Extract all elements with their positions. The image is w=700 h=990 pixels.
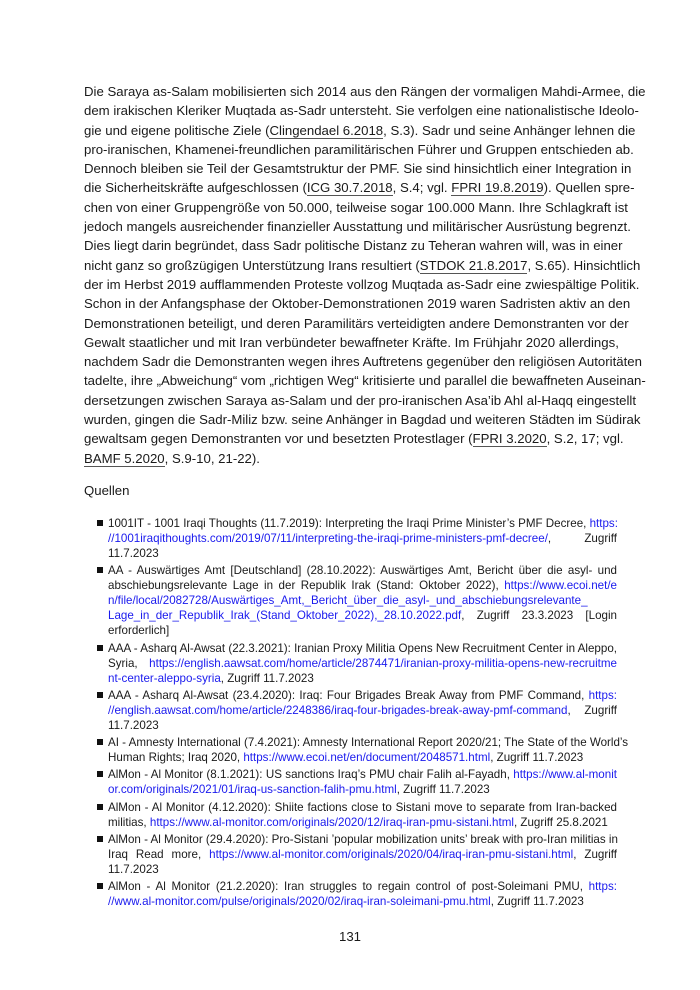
text-segment: , Zugriff 11.7.2023 — [490, 751, 584, 765]
paragraph-line — [84, 275, 640, 294]
text-segment: Schon in der Anfangsphase der Oktober-Demonstrationen 2019 waren Sadristen aktiv an den — [84, 296, 631, 312]
text-segment: 11.7.2023 — [108, 863, 159, 877]
text-segment: , Zugriff — [547, 532, 617, 545]
citation-link[interactable]: FPRI 3.2020 — [472, 431, 547, 447]
text-segment: , Zugriff 23.3.2023 [Login — [461, 609, 617, 623]
reference-line — [108, 608, 617, 623]
url-link[interactable]: https://www.ecoi.net/en/document/2048571.html — [243, 751, 491, 765]
reference-line — [108, 688, 617, 703]
body-paragraph — [84, 82, 646, 468]
bullet-icon — [97, 804, 103, 810]
text-segment: gie und eigene politische Ziele ( — [84, 122, 270, 138]
reference-line — [108, 703, 617, 718]
bullet-icon — [97, 520, 103, 526]
text-segment: , S.2, 17; vgl. — [546, 431, 624, 447]
bullet-icon — [97, 771, 103, 777]
paragraph-line — [84, 198, 628, 217]
text-segment: 1001IT - 1001 Iraqi Thoughts (11.7.2019): Interpreting the Iraqi Prime Minister’s PMF Decree, — [108, 517, 590, 530]
text-segment: Human Rights; Iraq 2020, — [108, 751, 244, 765]
paragraph-line — [84, 429, 624, 448]
text-segment: , Zugriff 11.7.2023 — [396, 783, 490, 797]
reference-line — [108, 847, 617, 862]
url-link[interactable]: Lage_in_der_Republik_Irak_(Stand_Oktober_2022),_28.10.2022.pdf — [108, 609, 462, 623]
text-segment: wurden, gingen die Sadr-Miliz bzw. seine Anhänger in Bagdad und weiteren Städten im Südirak — [84, 412, 641, 428]
bullet-icon — [97, 836, 103, 842]
text-segment: pro-iranischen, Khamenei-freundlichen paramilitärischen Führer und Gruppen entschieden ab. — [84, 141, 634, 157]
text-segment: , Zugriff — [567, 703, 617, 717]
paragraph-line — [84, 101, 639, 120]
reference-item — [97, 563, 617, 638]
url-link[interactable]: //www.al-monitor.com/pulse/originals/2020/02/iraq-iran-soleimani-pmu.html — [108, 895, 491, 909]
text-segment: militias, — [108, 815, 150, 829]
url-link[interactable]: https://www.al-monitor.com/originals/2020/04/iraq-iran-pmu-sistani.html — [209, 848, 574, 862]
citation-link[interactable]: ICG 30.7.2018 — [306, 180, 393, 196]
paragraph-line — [84, 217, 631, 236]
text-segment: AlMon - Al Monitor (29.4.2020): Pro-Sistani ’popular mobilization units’ break with pro-Iran militias in — [108, 833, 618, 847]
text-segment: , Zugriff — [573, 848, 618, 862]
reference-item — [97, 800, 617, 830]
reference-item — [97, 688, 617, 733]
text-segment: , S.4; vgl. — [392, 180, 452, 196]
text-segment: AAA - Asharq Al-Awsat (23.4.2020): Iraq: Four Brigades Break Away from PMF Command, — [108, 688, 589, 702]
paragraph-line — [84, 410, 641, 429]
url-link[interactable]: https: — [589, 517, 618, 530]
paragraph-line — [84, 256, 641, 275]
text-segment: AA - Auswärtiges Amt [Deutschland] (28.10.2022): Auswärtiges Amt, Bericht über die asyl- und — [108, 564, 617, 578]
citation-link[interactable]: FPRI 19.8.2019 — [451, 180, 544, 196]
paragraph-line — [84, 352, 642, 371]
reference-line — [108, 563, 617, 578]
text-segment: 11.7.2023 — [108, 547, 159, 560]
paragraph-line — [84, 449, 617, 468]
reference-line — [108, 894, 617, 909]
paragraph-line — [84, 140, 634, 159]
text-segment: AAA - Asharq Al-Awsat (22.3.2021): Iranian Proxy Militia Opens New Recruitment Center in Aleppo, — [108, 641, 617, 655]
url-link[interactable]: nt-center-aleppo-syria — [108, 671, 221, 685]
reference-line — [108, 782, 617, 797]
reference-line — [108, 546, 617, 561]
reference-line — [108, 578, 617, 593]
paragraph-line — [84, 294, 631, 313]
reference-line — [108, 516, 617, 531]
text-segment: Die Saraya as-Salam mobilisierten sich 2014 aus den Rängen der vormaligen Mahdi-Armee, die — [84, 84, 646, 99]
citation-link[interactable]: BAMF 5.2020 — [84, 450, 165, 466]
url-link[interactable]: or.com/originals/2021/01/iraq-us-sanction-falih-pmu.html — [108, 783, 397, 797]
url-link[interactable]: https://www.al-monit — [513, 768, 617, 782]
text-segment: , S.3). Sadr und seine Anhänger lehnen die — [383, 122, 636, 138]
text-segment: , S.9-10, 21-22). — [164, 450, 260, 466]
text-segment: 11.7.2023 — [108, 718, 159, 732]
bullet-icon — [97, 739, 103, 745]
bullet-icon — [97, 645, 103, 651]
url-link[interactable]: //1001iraqithoughts.com/2019/07/11/interpreting-the-iraqi-prime-ministers-pmf-decree/ — [108, 532, 548, 545]
paragraph-line — [84, 236, 623, 255]
text-segment: , S.65). Hinsichtlich — [527, 257, 641, 273]
url-link[interactable]: https: — [588, 688, 617, 702]
text-segment: gewaltsam gegen Demonstranten vor und besetzten Protestlager ( — [84, 431, 473, 447]
reference-line — [108, 593, 617, 608]
reference-line — [108, 735, 629, 750]
page-number: 131 — [338, 929, 361, 944]
text-segment: AI - Amnesty International (7.4.2021): Amnesty International Report 2020/21; The State of the World’s — [108, 736, 629, 750]
reference-line — [108, 767, 617, 782]
text-segment: dem irakischen Kleriker Muqtada as-Sadr untersteht. Sie verfolgen eine nationalistische Ideolo- — [84, 103, 639, 119]
text-segment: ). Quellen spre- — [543, 180, 635, 196]
paragraph-line — [84, 178, 635, 197]
text-segment: Dies liegt darin begründet, dass Sadr politische Distanz zu Teheran wahren will, was in einer — [84, 238, 623, 254]
text-segment: , Zugriff 25.8.2021 — [513, 815, 608, 829]
reference-item — [97, 516, 617, 561]
text-segment: AlMon - Al Monitor (4.12.2020): Shiite factions close to Sistani move to separate from Iran-backed — [108, 800, 617, 814]
paragraph-line — [84, 82, 646, 101]
url-link[interactable]: //english.aawsat.com/home/article/2248386/iraq-four-brigades-break-away-pmf-command — [108, 703, 568, 717]
reference-line — [108, 623, 617, 638]
reference-line — [108, 718, 617, 733]
reference-item — [97, 879, 617, 909]
url-link[interactable]: https://www.ecoi.net/e — [504, 579, 617, 593]
bullet-icon — [97, 567, 103, 573]
paragraph-line — [84, 159, 632, 178]
paragraph-line — [84, 371, 646, 390]
paragraph-line — [84, 314, 629, 333]
reference-line — [108, 656, 617, 671]
paragraph-line — [84, 333, 617, 352]
text-segment: abschiebungsrelevante Lage in der Republik Irak (Stand: Oktober 2022), — [108, 579, 505, 593]
text-segment: chen von einer Gruppengröße von 50.000, teilweise sogar 100.000 Mann. Ihre Schlagkraft ist — [84, 199, 628, 215]
text-segment: , Zugriff 11.7.2023 — [490, 895, 584, 909]
references-list — [97, 516, 629, 912]
text-segment: Dennoch bleiben sie Teil der Gesamtstruktur der PMF. Sie sind hinsichtlich einer Integration in — [84, 161, 632, 177]
url-link[interactable]: https://english.aawsat.com/home/article/2874471/iranian-proxy-militia-opens-new-recruitme — [149, 656, 617, 670]
reference-item — [97, 641, 617, 686]
reference-item — [97, 735, 629, 765]
url-link[interactable]: n/file/local/2082728/Auswärtiges_Amt,_Bericht_über_die_asyl-_und_abschiebungsrelevante_ — [108, 594, 588, 608]
reference-line — [108, 750, 617, 765]
url-link[interactable]: https://www.al-monitor.com/originals/2020/12/iraq-iran-pmu-sistani.html — [149, 815, 514, 829]
text-segment: nicht ganz so großzügigen Unterstützung Irans resultiert ( — [84, 257, 420, 273]
bullet-icon — [97, 883, 103, 889]
bullet-icon — [97, 692, 103, 698]
reference-item — [97, 767, 617, 797]
citation-link[interactable]: Clingendael 6.2018 — [269, 122, 384, 138]
text-segment: , Zugriff 11.7.2023 — [220, 671, 314, 685]
paragraph-line — [84, 121, 636, 140]
text-segment: AlMon - Al Monitor (8.1.2021): US sanctions Iraq’s PMU chair Falih al-Fayadh, — [108, 768, 514, 782]
reference-line — [108, 671, 617, 686]
citation-link[interactable]: STDOK 21.8.2017 — [419, 257, 528, 273]
text-segment: Gewalt staatlicher und mit Iran verbündeter bewaffneter Kräfte. Im Frühjahr 2020 allerdings, — [84, 334, 619, 350]
reference-item — [97, 832, 617, 877]
url-link[interactable]: https: — [588, 880, 617, 894]
text-segment: die Sicherheitskräfte aufgeschlossen ( — [84, 180, 307, 196]
reference-line — [108, 815, 617, 830]
text-segment: erforderlich] — [108, 624, 170, 638]
paragraph-line — [84, 391, 636, 410]
reference-line — [108, 862, 617, 877]
text-segment: AlMon - Al Monitor (21.2.2020): Iran struggles to regain control of post-Soleimani PMU, — [108, 880, 589, 894]
text-segment: Iraq Read more, — [108, 848, 210, 862]
reference-line — [108, 531, 617, 546]
text-segment: jedoch mangels ausreichender finanzieller Ausstattung und militärischer Ausrüstung begrenzt. — [84, 219, 631, 235]
reference-line — [108, 879, 617, 894]
text-segment: Syria, — [108, 656, 150, 670]
text-segment: dersetzungen zwischen Saraya as-Salam und der pro-iranischen Asa’ib Ahl al-Haqq eingestellt — [84, 392, 636, 408]
reference-line — [108, 800, 617, 815]
text-segment: Demonstrationen beteiligt, und deren Paramilitärs verteidigten andere Demonstranten vor der — [84, 315, 629, 331]
text-segment: der im Herbst 2019 aufflammenden Proteste vollzog Muqtada as-Sadr eine zwiespältige Politik. — [84, 276, 640, 292]
reference-line — [108, 832, 617, 847]
sources-heading: Quellen — [84, 483, 130, 498]
reference-line — [108, 641, 617, 656]
text-segment: tadelte, ihre „Abweichung“ vom „richtigen Weg“ kritisierte und parallel die bewaffneten Auseinan- — [84, 373, 646, 389]
text-segment: nachdem Sadr die Demonstranten wegen ihres Auftretens gegenüber den religiösen Autoritäten — [84, 354, 642, 370]
